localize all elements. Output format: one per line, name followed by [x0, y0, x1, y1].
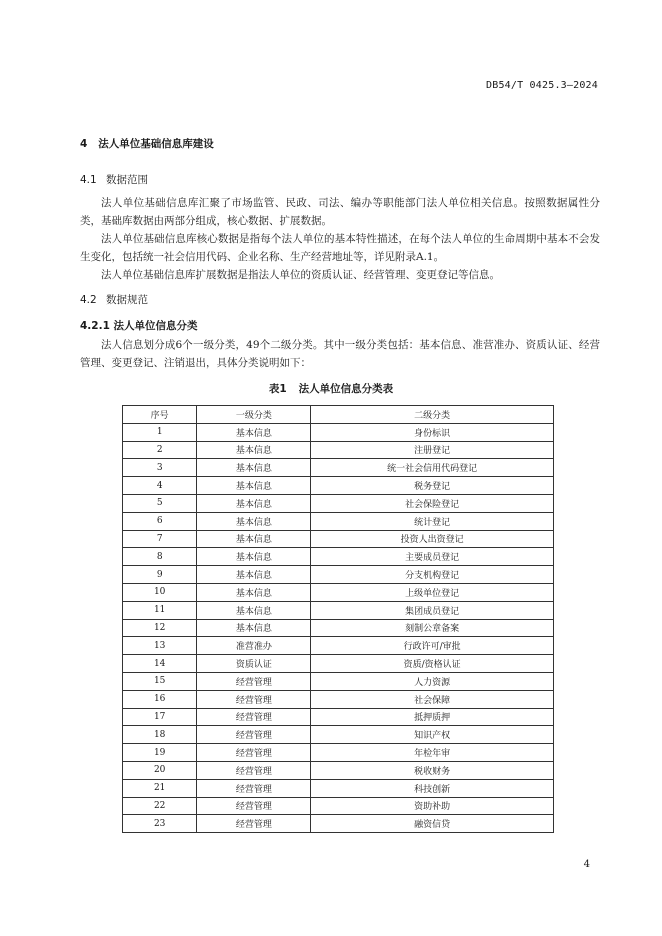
table-row	[123, 423, 554, 441]
classification-table	[122, 405, 554, 833]
cell-level2: 上级单位登记	[311, 583, 554, 601]
table-row	[123, 779, 554, 797]
section-4-2-heading	[80, 292, 148, 307]
cell-level1: 经营管理	[197, 726, 311, 744]
table-caption	[0, 381, 662, 396]
cell-level2: 投资人出资登记	[311, 530, 554, 548]
cell-level2: 身份标识	[311, 423, 554, 441]
classification-paragraph: 法人信息划分成6个一级分类，49个二级分类。其中一级分类包括：基本信息、准营准办、资质认证、经营管理、变更登记、注销退出，具体分类说明如下：	[80, 339, 600, 369]
cell-level1: 基本信息	[197, 601, 311, 619]
cell-index: 8	[123, 548, 197, 566]
table-row	[123, 672, 554, 690]
cell-level1: 资质认证	[197, 655, 311, 673]
header-level1: 一级分类	[197, 406, 311, 424]
cell-level1: 基本信息	[197, 441, 311, 459]
table-row	[123, 726, 554, 744]
cell-level2: 抵押质押	[311, 708, 554, 726]
table-row	[123, 477, 554, 495]
cell-index: 13	[123, 637, 197, 655]
cell-level2: 刻制公章备案	[311, 619, 554, 637]
header-level2: 二级分类	[311, 406, 554, 424]
cell-level1: 基本信息	[197, 619, 311, 637]
table-row	[123, 655, 554, 673]
cell-level2: 统一社会信用代码登记	[311, 459, 554, 477]
cell-index: 20	[123, 761, 197, 779]
page-number: 4	[583, 859, 590, 870]
cell-level2: 集团成员登记	[311, 601, 554, 619]
cell-index: 19	[123, 744, 197, 762]
cell-level1: 基本信息	[197, 512, 311, 530]
cell-index: 1	[123, 423, 197, 441]
cell-level2: 资质/资格认证	[311, 655, 554, 673]
cell-level1: 基本信息	[197, 566, 311, 584]
cell-level2: 行政许可/审批	[311, 637, 554, 655]
cell-level1: 经营管理	[197, 797, 311, 815]
cell-level2: 资助补助	[311, 797, 554, 815]
table-row	[123, 637, 554, 655]
table-row	[123, 690, 554, 708]
cell-level1: 经营管理	[197, 744, 311, 762]
table-row	[123, 601, 554, 619]
cell-level2: 社会保险登记	[311, 494, 554, 512]
cell-level1: 基本信息	[197, 423, 311, 441]
cell-index: 23	[123, 815, 197, 833]
table-row	[123, 566, 554, 584]
cell-level1: 基本信息	[197, 530, 311, 548]
table-body	[123, 423, 554, 832]
cell-index: 14	[123, 655, 197, 673]
cell-index: 2	[123, 441, 197, 459]
table-row	[123, 548, 554, 566]
cell-index: 21	[123, 779, 197, 797]
section-4-heading	[80, 136, 214, 151]
cell-index: 4	[123, 477, 197, 495]
cell-index: 15	[123, 672, 197, 690]
section-4-1-title: 数据范围	[106, 174, 148, 186]
cell-level2: 注册登记	[311, 441, 554, 459]
section-4-2-title: 数据规范	[106, 294, 148, 306]
cell-level2: 科技创新	[311, 779, 554, 797]
cell-index: 17	[123, 708, 197, 726]
cell-index: 10	[123, 583, 197, 601]
table-row	[123, 530, 554, 548]
cell-level2: 分支机构登记	[311, 566, 554, 584]
cell-level1: 经营管理	[197, 672, 311, 690]
table-row	[123, 815, 554, 833]
table-row	[123, 441, 554, 459]
cell-level1: 准营准办	[197, 637, 311, 655]
cell-level2: 知识产权	[311, 726, 554, 744]
cell-index: 11	[123, 601, 197, 619]
cell-level2: 社会保障	[311, 690, 554, 708]
cell-index: 12	[123, 619, 197, 637]
table-row	[123, 459, 554, 477]
table-row	[123, 744, 554, 762]
cell-level2: 统计登记	[311, 512, 554, 530]
cell-index: 3	[123, 459, 197, 477]
table-header-row	[123, 406, 554, 424]
section-4-2-number: 4.2	[80, 294, 97, 306]
cell-index: 6	[123, 512, 197, 530]
table-row	[123, 494, 554, 512]
cell-level2: 年检年审	[311, 744, 554, 762]
table-row	[123, 512, 554, 530]
cell-level1: 基本信息	[197, 477, 311, 495]
cell-level1: 基本信息	[197, 583, 311, 601]
cell-level2: 人力资源	[311, 672, 554, 690]
document-code: DB54/T 0425.3—2024	[486, 80, 598, 91]
cell-level1: 经营管理	[197, 815, 311, 833]
cell-level1: 基本信息	[197, 548, 311, 566]
table-row	[123, 761, 554, 779]
table-row	[123, 708, 554, 726]
cell-index: 9	[123, 566, 197, 584]
cell-index: 5	[123, 494, 197, 512]
cell-level1: 基本信息	[197, 494, 311, 512]
cell-level2: 主要成员登记	[311, 548, 554, 566]
table-row	[123, 797, 554, 815]
cell-index: 18	[123, 726, 197, 744]
cell-index: 22	[123, 797, 197, 815]
cell-level1: 经营管理	[197, 690, 311, 708]
cell-level2: 税收财务	[311, 761, 554, 779]
cell-level2: 税务登记	[311, 477, 554, 495]
paragraph-2: 法人单位基础信息库核心数据是指每个法人单位的基本特性描述，在每个法人单位的生命周期中基本不会发生变化，包括统一社会信用代码、企业名称、生产经营地址等，详见附录A.1。	[80, 233, 600, 263]
paragraph-1: 法人单位基础信息库汇聚了市场监管、民政、司法、编办等职能部门法人单位相关信息。按照数据属性分类，基础库数据由两部分组成，核心数据、扩展数据。	[80, 197, 600, 227]
section-4-number: 4	[80, 138, 88, 150]
cell-level1: 经营管理	[197, 779, 311, 797]
cell-index: 16	[123, 690, 197, 708]
section-4-1-heading	[80, 172, 148, 187]
cell-level1: 经营管理	[197, 761, 311, 779]
table-row	[123, 619, 554, 637]
table-row	[123, 583, 554, 601]
table-caption-title: 法人单位信息分类表	[298, 383, 394, 395]
header-index: 序号	[123, 406, 197, 424]
cell-index: 7	[123, 530, 197, 548]
cell-level1: 经营管理	[197, 708, 311, 726]
section-4-title: 法人单位基础信息库建设	[98, 138, 214, 150]
table-caption-number: 表1	[268, 383, 287, 395]
cell-level1: 基本信息	[197, 459, 311, 477]
section-4-2-1-heading: 4.2.1 法人单位信息分类	[80, 320, 198, 332]
section-4-1-number: 4.1	[80, 174, 97, 186]
cell-level2: 融资信贷	[311, 815, 554, 833]
paragraph-3: 法人单位基础信息库扩展数据是指法人单位的资质认证、经营管理、变更登记等信息。	[101, 269, 500, 281]
